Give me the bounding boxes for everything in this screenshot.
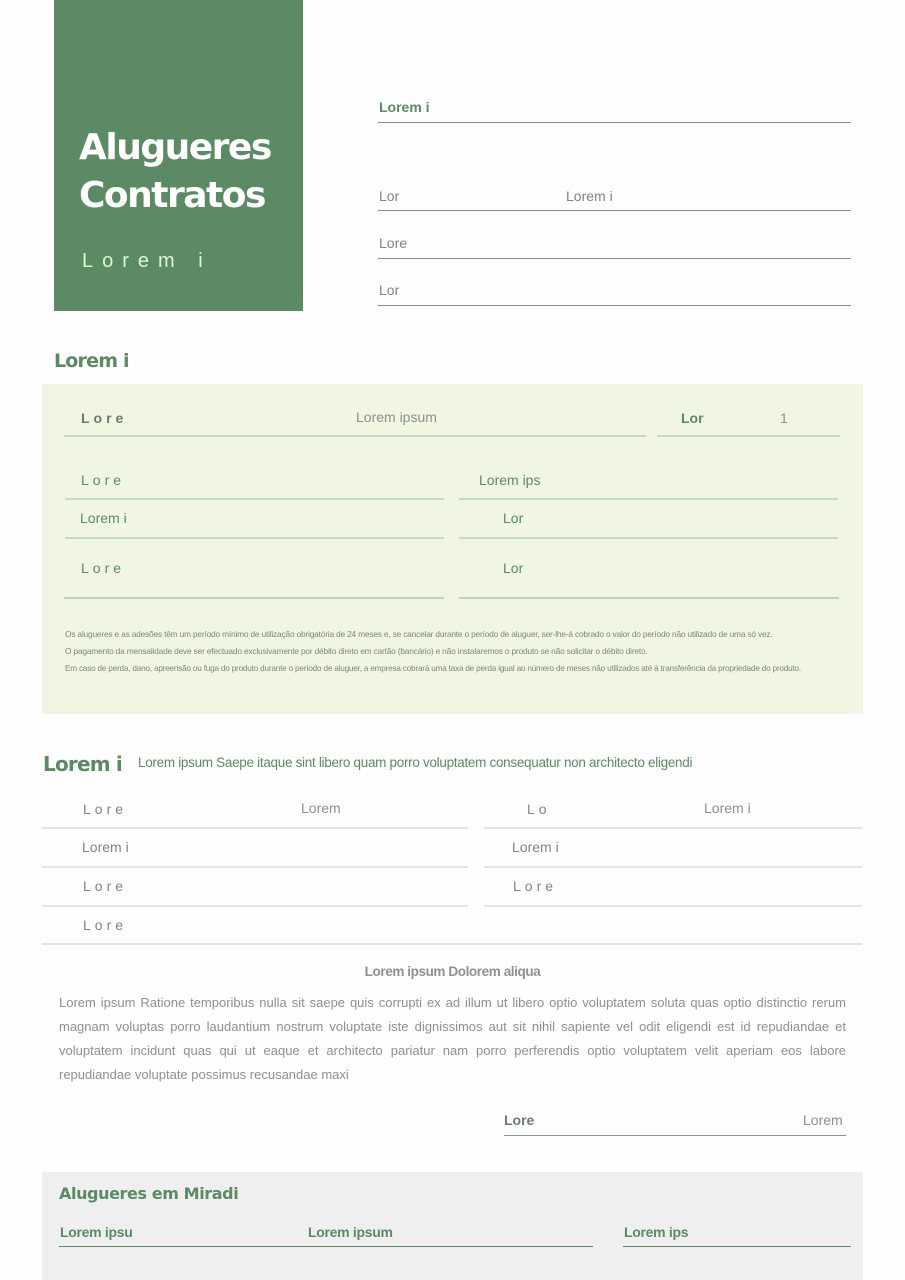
section1-label: Lor xyxy=(681,410,704,426)
section1-label: Lore xyxy=(81,410,128,426)
section2-label: Lo xyxy=(527,801,551,817)
section1-label: Lore xyxy=(81,472,126,488)
header-field-line xyxy=(378,305,851,306)
header-field-line xyxy=(378,258,851,259)
section2-label: Lore xyxy=(83,917,128,933)
section1-line xyxy=(459,597,839,599)
header-field-label: Lor xyxy=(379,282,400,298)
section2-line xyxy=(484,905,862,907)
header-field-label: Lore xyxy=(379,235,408,251)
section1-label: Lore xyxy=(81,560,126,576)
document-subtitle: Lorem i xyxy=(82,250,212,272)
section1-line xyxy=(459,498,838,500)
signature-line xyxy=(504,1135,846,1136)
section2-line xyxy=(42,905,468,907)
footer-label: Lorem ips xyxy=(624,1224,689,1240)
section2-line xyxy=(42,943,862,945)
section1-line xyxy=(64,597,444,599)
section2-description: Lorem ipsum Saepe itaque sint libero quam porro voluptatem consequatur non architecto eligendi xyxy=(138,755,693,770)
footer-label: Lorem ipsu xyxy=(60,1224,133,1240)
terms-note: O pagamento da mensalidade deve ser efectuado exclusivamente por débito direto em cartão (bancário) e não instalaremos o produto se não solicitar o débito direto. xyxy=(65,646,648,656)
section2-label: Lore xyxy=(83,801,128,817)
header-field-label: Lor xyxy=(379,188,400,204)
section2-line xyxy=(484,827,862,829)
terms-note: Em caso de perda, dano, apreensão ou fuga do produto durante o período de aluguer, a empresa cobrará uma taxa de perda igual ao número de meses não utilizados até à transferência da propriedade do produto. xyxy=(65,664,801,673)
section1-line xyxy=(65,498,444,500)
section1-title: Lorem i xyxy=(54,350,129,372)
title-line-1: Alugueres xyxy=(79,127,271,168)
section2-label: Lore xyxy=(513,878,558,894)
section1-line xyxy=(64,435,646,437)
header-field-label: Lorem i xyxy=(566,188,613,204)
footer-title: Alugueres em Miradi xyxy=(59,1184,239,1203)
footer-line xyxy=(623,1246,851,1247)
signature-value: Lorem xyxy=(803,1112,843,1128)
section1-line xyxy=(459,537,838,539)
terms-note: Os alugueres e as adesões têm um período mínimo de utilização obrigatória de 24 meses e, se cancelar durante o período de aluguer, ser-lhe-á cobrado o valor do período não utilizado de uma só vez. xyxy=(65,629,773,639)
document-title xyxy=(79,124,271,220)
section1-label: Lorem ips xyxy=(479,472,541,488)
section2-label: Lorem i xyxy=(512,839,559,855)
section2-value: Lorem i xyxy=(704,800,751,816)
header-field-line xyxy=(378,122,851,123)
section1-value: 1 xyxy=(780,410,788,426)
header-field-line xyxy=(378,210,851,211)
title-line-2: Contratos xyxy=(79,175,265,216)
section1-label: Lorem i xyxy=(80,510,127,526)
section2-label: Lore xyxy=(83,878,128,894)
section2-label: Lorem i xyxy=(82,839,129,855)
header-field-label: Lorem i xyxy=(379,99,430,115)
section1-label: Lor xyxy=(503,510,524,526)
section1-label: Lor xyxy=(503,560,524,576)
footer-line xyxy=(59,1246,593,1247)
section2-line xyxy=(42,866,468,868)
section2-title: Lorem i xyxy=(43,752,122,776)
section2-value: Lorem xyxy=(301,800,341,816)
paragraph-title: Lorem ipsum Dolorem aliqua xyxy=(364,964,541,979)
section2-line xyxy=(42,827,468,829)
section2-line xyxy=(484,866,862,868)
paragraph: Lorem ipsum Ratione temporibus nulla sit saepe quis corrupti ex ad illum ut libero optio voluptatem soluta quas optio distinctio rerum magnam voluptas porro laudantium nostrum voluptate iste dignissimos aut sit nihil sapiente vel odit eligendi est id repudiandae et voluptatem incidunt quas qui ut eaque et architecto pariatur nam porro perferendis optio voluptatem velit aperiam eos labore repudiandae voluptate possimus recusandae maxi xyxy=(59,995,846,1082)
section1-value: Lorem ipsum xyxy=(356,409,437,425)
section1-line xyxy=(65,537,444,539)
section1-line xyxy=(657,435,840,437)
footer-label: Lorem ipsum xyxy=(308,1224,393,1240)
signature-label: Lore xyxy=(504,1112,535,1128)
